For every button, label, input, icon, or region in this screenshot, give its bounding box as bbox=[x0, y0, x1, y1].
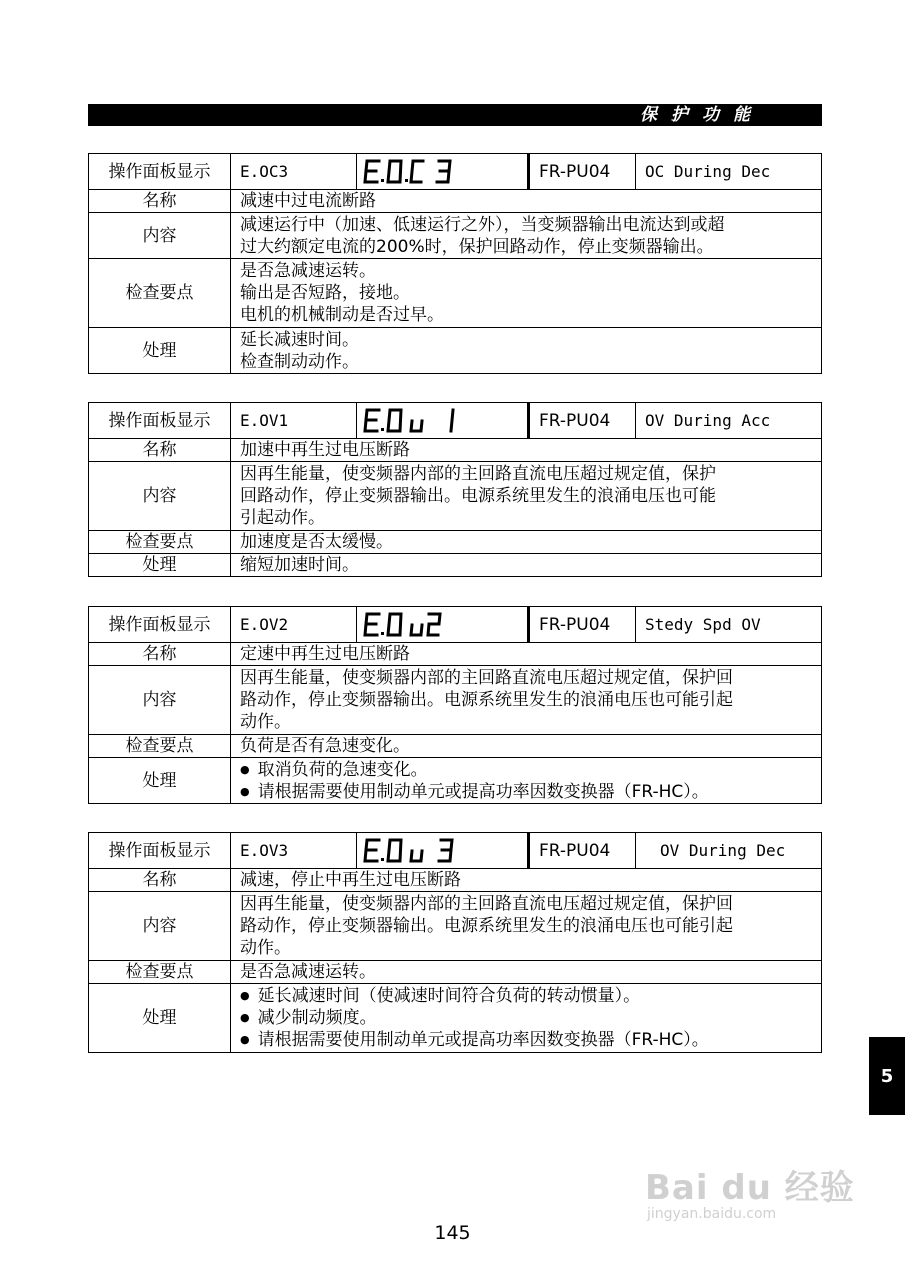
error-table-eov2 bbox=[88, 606, 822, 804]
action-line: ● 请根据需要使用制动单元或提高功率因数变换器（FR-HC）。 bbox=[240, 1029, 821, 1051]
pu-display-text: Stedy Spd OV bbox=[636, 607, 822, 643]
check-line: 是否急减速运转。 bbox=[240, 261, 376, 281]
content-line: 动作。 bbox=[240, 938, 291, 958]
content-line: 减速运行中（加速、低速运行之外），当变频器输出电流达到或超 bbox=[240, 214, 725, 235]
content-label: 内容 bbox=[89, 213, 231, 259]
action-label: 处理 bbox=[89, 554, 231, 577]
action-line: ● 请根据需要使用制动单元或提高功率因数变换器（FR-HC）。 bbox=[240, 781, 821, 803]
action-label: 处理 bbox=[89, 984, 231, 1053]
action-line: 延长减速时间。 bbox=[240, 329, 359, 350]
content-line: 因再生能量，使变频器内部的主回路直流电压超过规定值，保护回 bbox=[240, 894, 733, 914]
fault-name: 减速，停止中再生过电压断路 bbox=[231, 869, 822, 892]
segment-glyphs bbox=[357, 154, 527, 189]
check-label: 检查要点 bbox=[89, 735, 231, 758]
action-points bbox=[231, 758, 822, 804]
section-header-bar bbox=[88, 104, 822, 126]
action-line: 缩短加速时间。 bbox=[240, 555, 359, 575]
seven-segment-display bbox=[357, 154, 529, 190]
panel-label: 操作面板显示 bbox=[89, 403, 231, 439]
segment-glyphs bbox=[357, 403, 527, 438]
check-points bbox=[231, 259, 822, 328]
panel-code: E.OV1 bbox=[231, 403, 357, 439]
watermark-brand: Bai du 经验 bbox=[645, 1168, 855, 1208]
check-points bbox=[231, 735, 822, 758]
check-line: 负荷是否有急速变化。 bbox=[240, 736, 410, 756]
check-line: 电机的机械制动是否过早。 bbox=[240, 305, 444, 325]
content-line: 因再生能量，使变频器内部的主回路直流电压超过规定值，保护回 bbox=[240, 668, 733, 688]
check-label: 检查要点 bbox=[89, 961, 231, 984]
action-points bbox=[231, 328, 822, 374]
pu-model: FR-PU04 bbox=[529, 833, 636, 869]
content-label: 内容 bbox=[89, 462, 231, 531]
page-number: 145 bbox=[434, 1222, 471, 1244]
seven-segment-display bbox=[357, 607, 529, 643]
panel-label: 操作面板显示 bbox=[89, 607, 231, 643]
action-line: ● 延长减速时间（使减速时间符合负荷的转动惯量）。 bbox=[240, 985, 821, 1007]
action-line: ● 取消负荷的急速变化。 bbox=[240, 759, 821, 781]
pu-model: FR-PU04 bbox=[529, 154, 636, 190]
section-title: 保护功能 bbox=[640, 105, 764, 125]
content-label: 内容 bbox=[89, 892, 231, 961]
name-label: 名称 bbox=[89, 643, 231, 666]
fault-name: 减速中过电流断路 bbox=[231, 190, 822, 213]
action-line: 检查制动动作。 bbox=[240, 351, 359, 372]
check-line: 加速度是否太缓慢。 bbox=[240, 532, 393, 552]
fault-content bbox=[231, 892, 822, 961]
content-line: 路动作，停止变频器输出。电源系统里发生的浪涌电压也可能引起 bbox=[240, 690, 733, 710]
action-label: 处理 bbox=[89, 758, 231, 804]
check-label: 检查要点 bbox=[89, 531, 231, 554]
content-line: 过大约额定电流的200%时，保护回路动作，停止变频器输出。 bbox=[240, 236, 714, 257]
error-table-eoc3 bbox=[88, 153, 822, 374]
seven-segment-display bbox=[357, 403, 529, 439]
panel-label: 操作面板显示 bbox=[89, 154, 231, 190]
pu-display-text: OV During Acc bbox=[636, 403, 822, 439]
fault-name: 定速中再生过电压断路 bbox=[231, 643, 822, 666]
check-line: 输出是否短路，接地。 bbox=[240, 283, 410, 303]
name-label: 名称 bbox=[89, 190, 231, 213]
check-points bbox=[231, 531, 822, 554]
pu-model: FR-PU04 bbox=[529, 607, 636, 643]
name-label: 名称 bbox=[89, 869, 231, 892]
action-points bbox=[231, 984, 822, 1053]
fault-content bbox=[231, 462, 822, 531]
content-line: 引起动作。 bbox=[240, 508, 325, 528]
watermark-url: jingyan.baidu.com bbox=[647, 1206, 777, 1222]
panel-label: 操作面板显示 bbox=[89, 833, 231, 869]
fault-name: 加速中再生过电压断路 bbox=[231, 439, 822, 462]
pu-display-text: OV During Dec bbox=[636, 833, 822, 869]
action-line: ● 减少制动频度。 bbox=[240, 1007, 821, 1029]
fault-content bbox=[231, 666, 822, 735]
content-label: 内容 bbox=[89, 666, 231, 735]
name-label: 名称 bbox=[89, 439, 231, 462]
error-table-eov3 bbox=[88, 832, 822, 1053]
panel-code: E.OV2 bbox=[231, 607, 357, 643]
segment-glyphs bbox=[357, 607, 527, 642]
content-line: 路动作，停止变频器输出。电源系统里发生的浪涌电压也可能引起 bbox=[240, 916, 733, 936]
content-line: 动作。 bbox=[240, 712, 291, 732]
content-line: 回路动作，停止变频器输出。电源系统里发生的浪涌电压也可能 bbox=[240, 486, 716, 506]
pu-model: FR-PU04 bbox=[529, 403, 636, 439]
action-points bbox=[231, 554, 822, 577]
error-table-eov1 bbox=[88, 402, 822, 577]
content-line: 因再生能量，使变频器内部的主回路直流电压超过规定值，保护 bbox=[240, 464, 716, 484]
chapter-tab: 5 bbox=[869, 1037, 905, 1115]
pu-display-text: OC During Dec bbox=[636, 154, 822, 190]
segment-glyphs bbox=[357, 833, 527, 868]
panel-code: E.OV3 bbox=[231, 833, 357, 869]
panel-code: E.OC3 bbox=[231, 154, 357, 190]
check-line: 是否急减速运转。 bbox=[240, 962, 376, 982]
baidu-watermark bbox=[645, 1144, 865, 1234]
action-label: 处理 bbox=[89, 328, 231, 374]
check-label: 检查要点 bbox=[89, 259, 231, 328]
seven-segment-display bbox=[357, 833, 529, 869]
check-points bbox=[231, 961, 822, 984]
fault-content bbox=[231, 213, 822, 259]
